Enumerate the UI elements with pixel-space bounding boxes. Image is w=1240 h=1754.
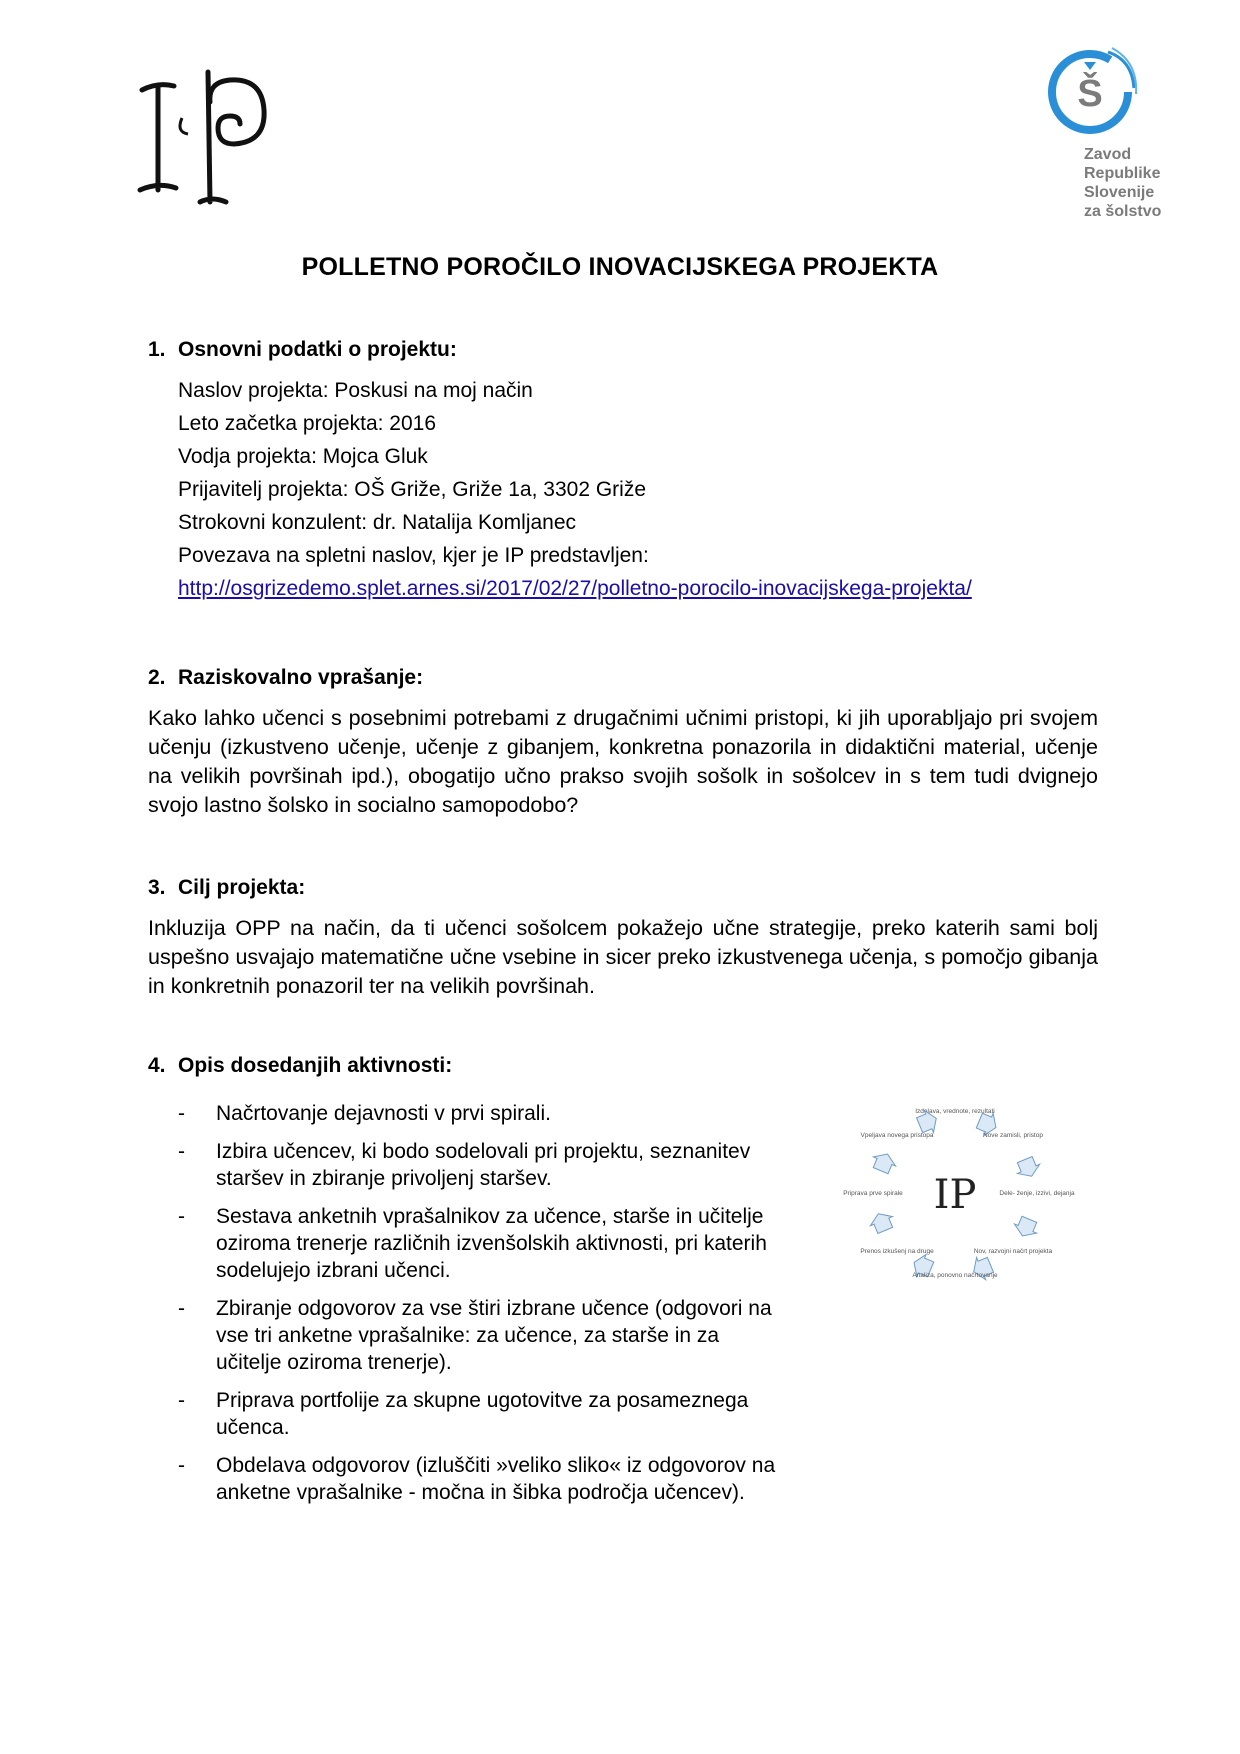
list-item <box>178 1387 778 1441</box>
info-line: Prijavitelj projekta: OŠ Griže, Griže 1a, 3302 Griže <box>178 478 647 501</box>
section-title: Osnovni podatki o projektu: <box>178 338 457 361</box>
cycle-label: Dele- ženje, izzivi, dejanja <box>999 1190 1075 1197</box>
section-title: Opis dosedanjih aktivnosti: <box>178 1054 453 1077</box>
section-title: Cilj projekta: <box>178 876 306 899</box>
zrss-letter: Š <box>1077 73 1103 115</box>
info-line: Naslov projekta: Poskusi na moj način <box>178 379 533 402</box>
zrss-line: Slovenije <box>1084 184 1155 201</box>
section-number: 3. <box>148 876 166 899</box>
section-number: 1. <box>148 338 166 361</box>
cycle-label: Nove zamisli, pristop <box>982 1132 1043 1140</box>
cycle-center-logo: IP <box>933 1172 977 1218</box>
list-item-text: Izbira učencev, ki bodo sodelovali pri projektu, seznanitev staršev in zbiranje privoljenj staršev. <box>216 1140 751 1190</box>
list-item <box>178 1138 778 1192</box>
zrss-org-name <box>1084 145 1161 221</box>
cycle-arrow-icon <box>870 1149 899 1175</box>
zrss-line: Republike <box>1084 165 1161 182</box>
section-title: Raziskovalno vprašanje: <box>178 666 424 689</box>
zrss-logo <box>1040 40 1180 230</box>
research-question: Kako lahko učenci s posebnimi potrebami z drugačnimi učnimi pristopi, ki jih uporabljajo pri svojem učenju (izkustveno učenje, učenje z gibanjem, konkretna ponazorila in didaktični material, učenje na velikih površinah ipd.), obogatijo učno prakso svojih sošolk in sošolcev in s tem tudi dvignejo svojo lastno šolsko in socialno samopodobo? <box>148 706 1098 817</box>
list-item-text: Načrtovanje dejavnosti v prvi spirali. <box>216 1102 551 1125</box>
ip-logo <box>130 62 280 212</box>
list-item-text: Zbiranje odgovorov za vse štiri izbrane učence (odgovori na vse tri anketne vprašalnike: za učence, za starše in za učitelje oziroma trenerje). <box>216 1297 772 1374</box>
section-number: 4. <box>148 1054 166 1077</box>
list-item <box>178 1203 778 1284</box>
list-dash: - <box>178 1140 185 1163</box>
list-dash: - <box>178 1297 185 1320</box>
page-title: POLLETNO POROČILO INOVACIJSKEGA PROJEKTA <box>301 253 939 281</box>
list-item <box>178 1452 778 1506</box>
cycle-label: Priprava prve spirale <box>843 1190 903 1197</box>
info-line: Vodja projekta: Mojca Gluk <box>178 445 428 468</box>
ip-cycle-diagram <box>815 1090 1095 1310</box>
zrss-line: za šolstvo <box>1084 203 1162 220</box>
info-line: Strokovni konzulent: dr. Natalija Komljanec <box>178 511 577 534</box>
project-goal: Inkluzija OPP na način, da ti učenci sošolcem pokažejo učne strategije, preko katerih sami bolj uspešno usvajajo matematične učne vsebine in sicer preko izkustvenega učenja, s pomočjo gibanja in konkretnih ponazoril ter na velikih površinah. <box>148 916 1098 998</box>
cycle-label: Prenos izkušenj na druge <box>860 1247 934 1255</box>
cycle-arrow-icon <box>1014 1155 1043 1181</box>
project-link[interactable]: http://osgrizedemo.splet.arnes.si/2017/02/27/polletno-porocilo-inovacijskega-projekta/ <box>178 577 972 600</box>
info-line: Povezava na spletni naslov, kjer je IP predstavljen: <box>178 544 649 567</box>
list-item-text: Obdelava odgovorov (izluščiti »veliko sliko« iz odgovorov na anketne vprašalnike - močna in šibka področja učencev). <box>216 1454 776 1504</box>
cycle-arrow-icon <box>867 1209 896 1235</box>
list-dash: - <box>178 1454 185 1477</box>
list-item-text: Priprava portfolije za skupne ugotovitve za posameznega učenca. <box>216 1389 749 1439</box>
section-1-heading <box>0 338 1240 368</box>
list-dash: - <box>178 1102 185 1125</box>
cycle-label: Nov, razvojni načrt projekta <box>973 1247 1053 1255</box>
section-2-heading <box>0 666 1240 696</box>
cycle-label: Analiza, ponovno načrtovanje <box>912 1272 998 1279</box>
project-info <box>178 374 972 605</box>
zrss-line: Zavod <box>1084 146 1132 163</box>
section-4-heading <box>0 1054 1240 1084</box>
list-dash: - <box>178 1389 185 1412</box>
list-item-text: Sestava anketnih vprašalnikov za učence, starše in učitelje oziroma trenerje različnih izvenšolskih aktivnosti, pri katerih sodelujejo izbrani učenci. <box>216 1205 767 1282</box>
cycle-label: Izdelava, vrednote, rezultati <box>915 1108 995 1115</box>
cycle-label: Vpeljava novega pristopa <box>860 1132 934 1140</box>
section-3-heading <box>0 876 1240 906</box>
cycle-svg <box>815 1090 1095 1310</box>
activities-list <box>178 1100 778 1517</box>
list-dash: - <box>178 1205 185 1228</box>
list-item <box>178 1100 778 1127</box>
section-number: 2. <box>148 666 166 689</box>
cycle-arrow-icon <box>1011 1215 1040 1241</box>
info-line: Leto začetka projekta: 2016 <box>178 412 437 435</box>
list-item <box>178 1295 778 1376</box>
